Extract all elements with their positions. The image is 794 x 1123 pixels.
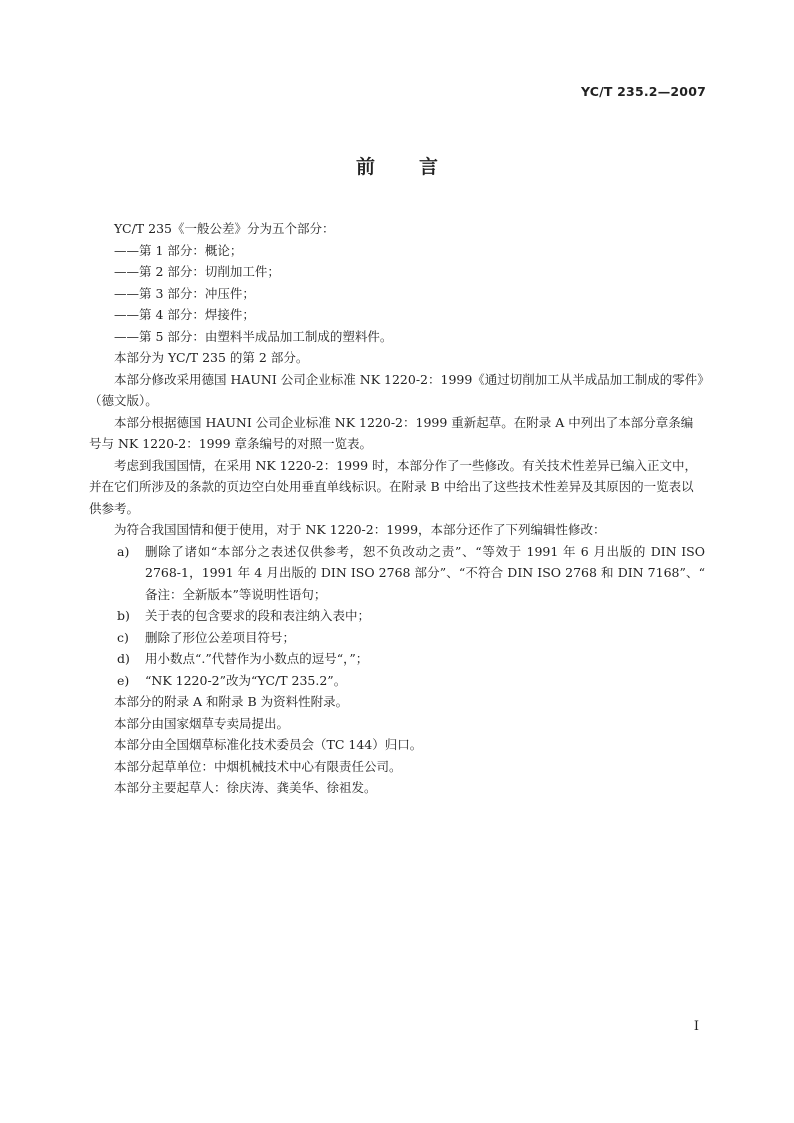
edit-list-item [89, 670, 705, 692]
part-list-item: ——第 4 部分：焊接件； [114, 307, 255, 322]
edit-list-item [89, 541, 705, 606]
list-text: “NK 1220-2”改为“YC/T 235.2”。 [145, 672, 347, 688]
list-text: 用小数点“.”代替作为小数点的逗号“，”； [145, 651, 369, 666]
intro-paragraph: YC/T 235《一般公差》分为五个部分： [114, 221, 335, 236]
part-list-item: ——第 3 部分：冲压件； [114, 285, 255, 301]
part-list-item: ——第 1 部分：概论； [114, 242, 243, 258]
body-paragraph: 本部分由国家烟草专卖局提出。 [114, 715, 290, 731]
body-paragraph: 本部分起草单位：中烟机械技术中心有限责任公司。 [114, 758, 402, 774]
body-paragraph: 本部分主要起草人：徐庆涛、龚美华、徐祖发。 [114, 780, 377, 795]
edit-list-item [89, 605, 705, 627]
body-paragraph: 本部分的附录 A 和附录 B 为资料性附录。 [114, 694, 349, 709]
body-paragraph: 为符合我国国情和便于使用，对于 NK 1220-2：1999，本部分还作了下列编辑性修改： [114, 522, 606, 537]
body-paragraph: 本部分为 YC/T 235 的第 2 部分。 [114, 350, 309, 365]
body-paragraph: 本部分由全国烟草标准化技术委员会（TC 144）归口。 [114, 737, 423, 752]
list-text: 删除了形位公差项目符号； [145, 629, 296, 645]
list-marker: a) [117, 543, 130, 559]
list-marker: b) [117, 608, 130, 623]
part-list-item: ——第 2 部分：切削加工件； [114, 264, 280, 279]
body-paragraph: 本部分修改采用德国 HAUNI 公司企业标准 NK 1220-2：1999《通过切削加工从半成品加工制成的零件》（德文版）。 [89, 371, 704, 408]
edit-list-item [89, 648, 705, 670]
body-paragraph: 本部分根据德国 HAUNI 公司企业标准 NK 1220-2：1999 重新起草。在附录 A 中列出了本部分章条编号与 NK 1220-2：1999 章条编号的对照一览表。 [89, 414, 694, 451]
document-code: YC/T 235.2—2007 [580, 84, 706, 99]
list-marker: d) [117, 651, 130, 666]
preface-body [89, 218, 705, 799]
list-marker: e) [117, 672, 130, 688]
page-number: I [693, 1019, 699, 1034]
edit-list-item [89, 627, 705, 649]
part-list-item: ——第 5 部分：由塑料半成品加工制成的塑料件。 [114, 328, 393, 344]
list-marker: c) [117, 629, 129, 645]
list-text: 关于表的包含要求的段和表注纳入表中； [145, 608, 371, 623]
body-paragraph: 考虑到我国国情，在采用 NK 1220-2：1999 时，本部分作了一些修改。有关技术性差异已编入正文中，并在它们所涉及的条款的页边空白处用垂直单线标识。在附录 B 中给出了这些技术性差异及其原因的一览表以供参考。 [89, 457, 697, 516]
list-text: 删除了诸如“本部分之表述仅供参考，恕不负改动之责”、“等效于 1991 年 6 月出版的 DIN ISO 2768-1，1991 年 4 月出版的 DIN ISO 2768 部分”、“不符合 DIN ISO 2768 和 DIN 7168”、“ 备注：全新版本”等说明性语句； [145, 543, 705, 602]
page-title: 前言 [355, 156, 482, 178]
